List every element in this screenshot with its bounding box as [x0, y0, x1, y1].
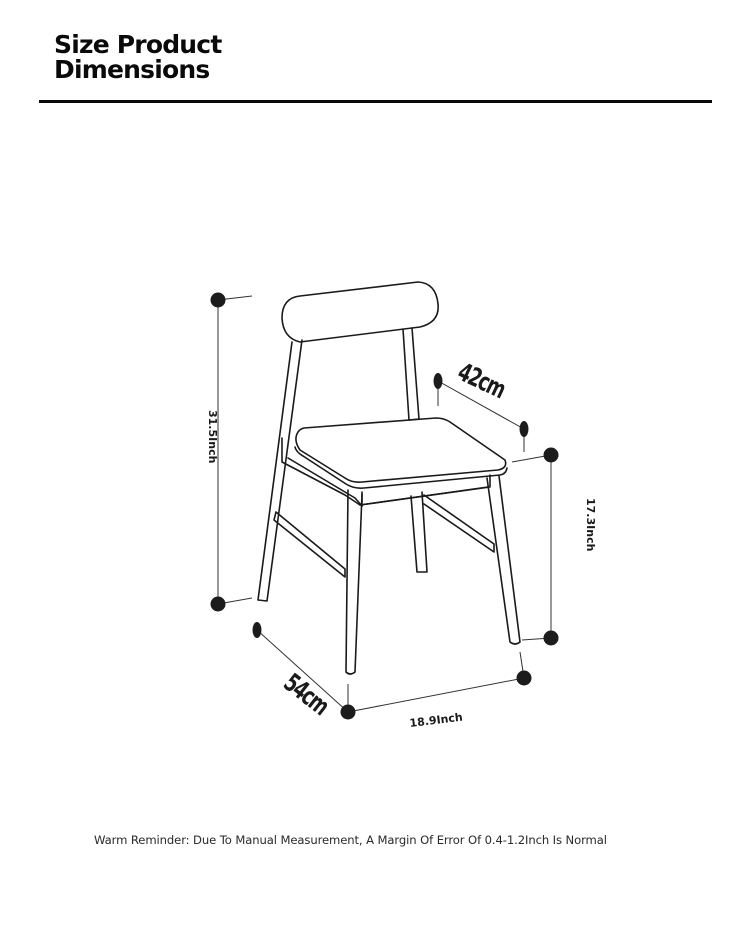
chair-apron-front	[360, 487, 488, 506]
marker-height-top	[211, 293, 226, 308]
title-line-2: Dimensions	[54, 55, 210, 84]
marker-width-right	[517, 671, 532, 686]
marker-seat-width-left	[434, 373, 443, 389]
chair-seat-apron	[282, 438, 490, 505]
chair-stretcher-left	[274, 512, 345, 577]
chair-illustration	[258, 282, 520, 674]
warm-reminder-text: Warm Reminder: Due To Manual Measurement, A Margin Of Error Of 0.4-1.2Inch Is Normal	[94, 833, 607, 847]
marker-front-corner	[341, 705, 356, 720]
chair-front-right-leg	[487, 476, 520, 644]
label-depth: 54cm	[277, 668, 334, 722]
marker-seat-height-bottom	[544, 631, 559, 646]
width-dim-line	[348, 678, 524, 712]
marker-seat-height-top	[544, 448, 559, 463]
label-height: 31.5Inch	[206, 410, 219, 464]
chair-back-post-left	[258, 340, 302, 601]
label-seat-width: 42cm	[453, 358, 510, 405]
chair-back-post-right	[403, 328, 419, 420]
chair-stretcher-right	[424, 495, 494, 552]
marker-seat-width-right	[520, 421, 529, 437]
title-line-1: Size Product	[54, 30, 222, 59]
dimension-markers	[211, 293, 559, 720]
chair-backrest	[282, 282, 438, 342]
dimension-lines	[218, 296, 551, 712]
marker-depth-back	[253, 622, 262, 638]
chair-front-left-leg	[346, 490, 362, 674]
marker-height-bottom	[211, 597, 226, 612]
label-width: 18.9Inch	[408, 710, 464, 730]
label-seat-height: 17.3Inch	[584, 498, 597, 552]
